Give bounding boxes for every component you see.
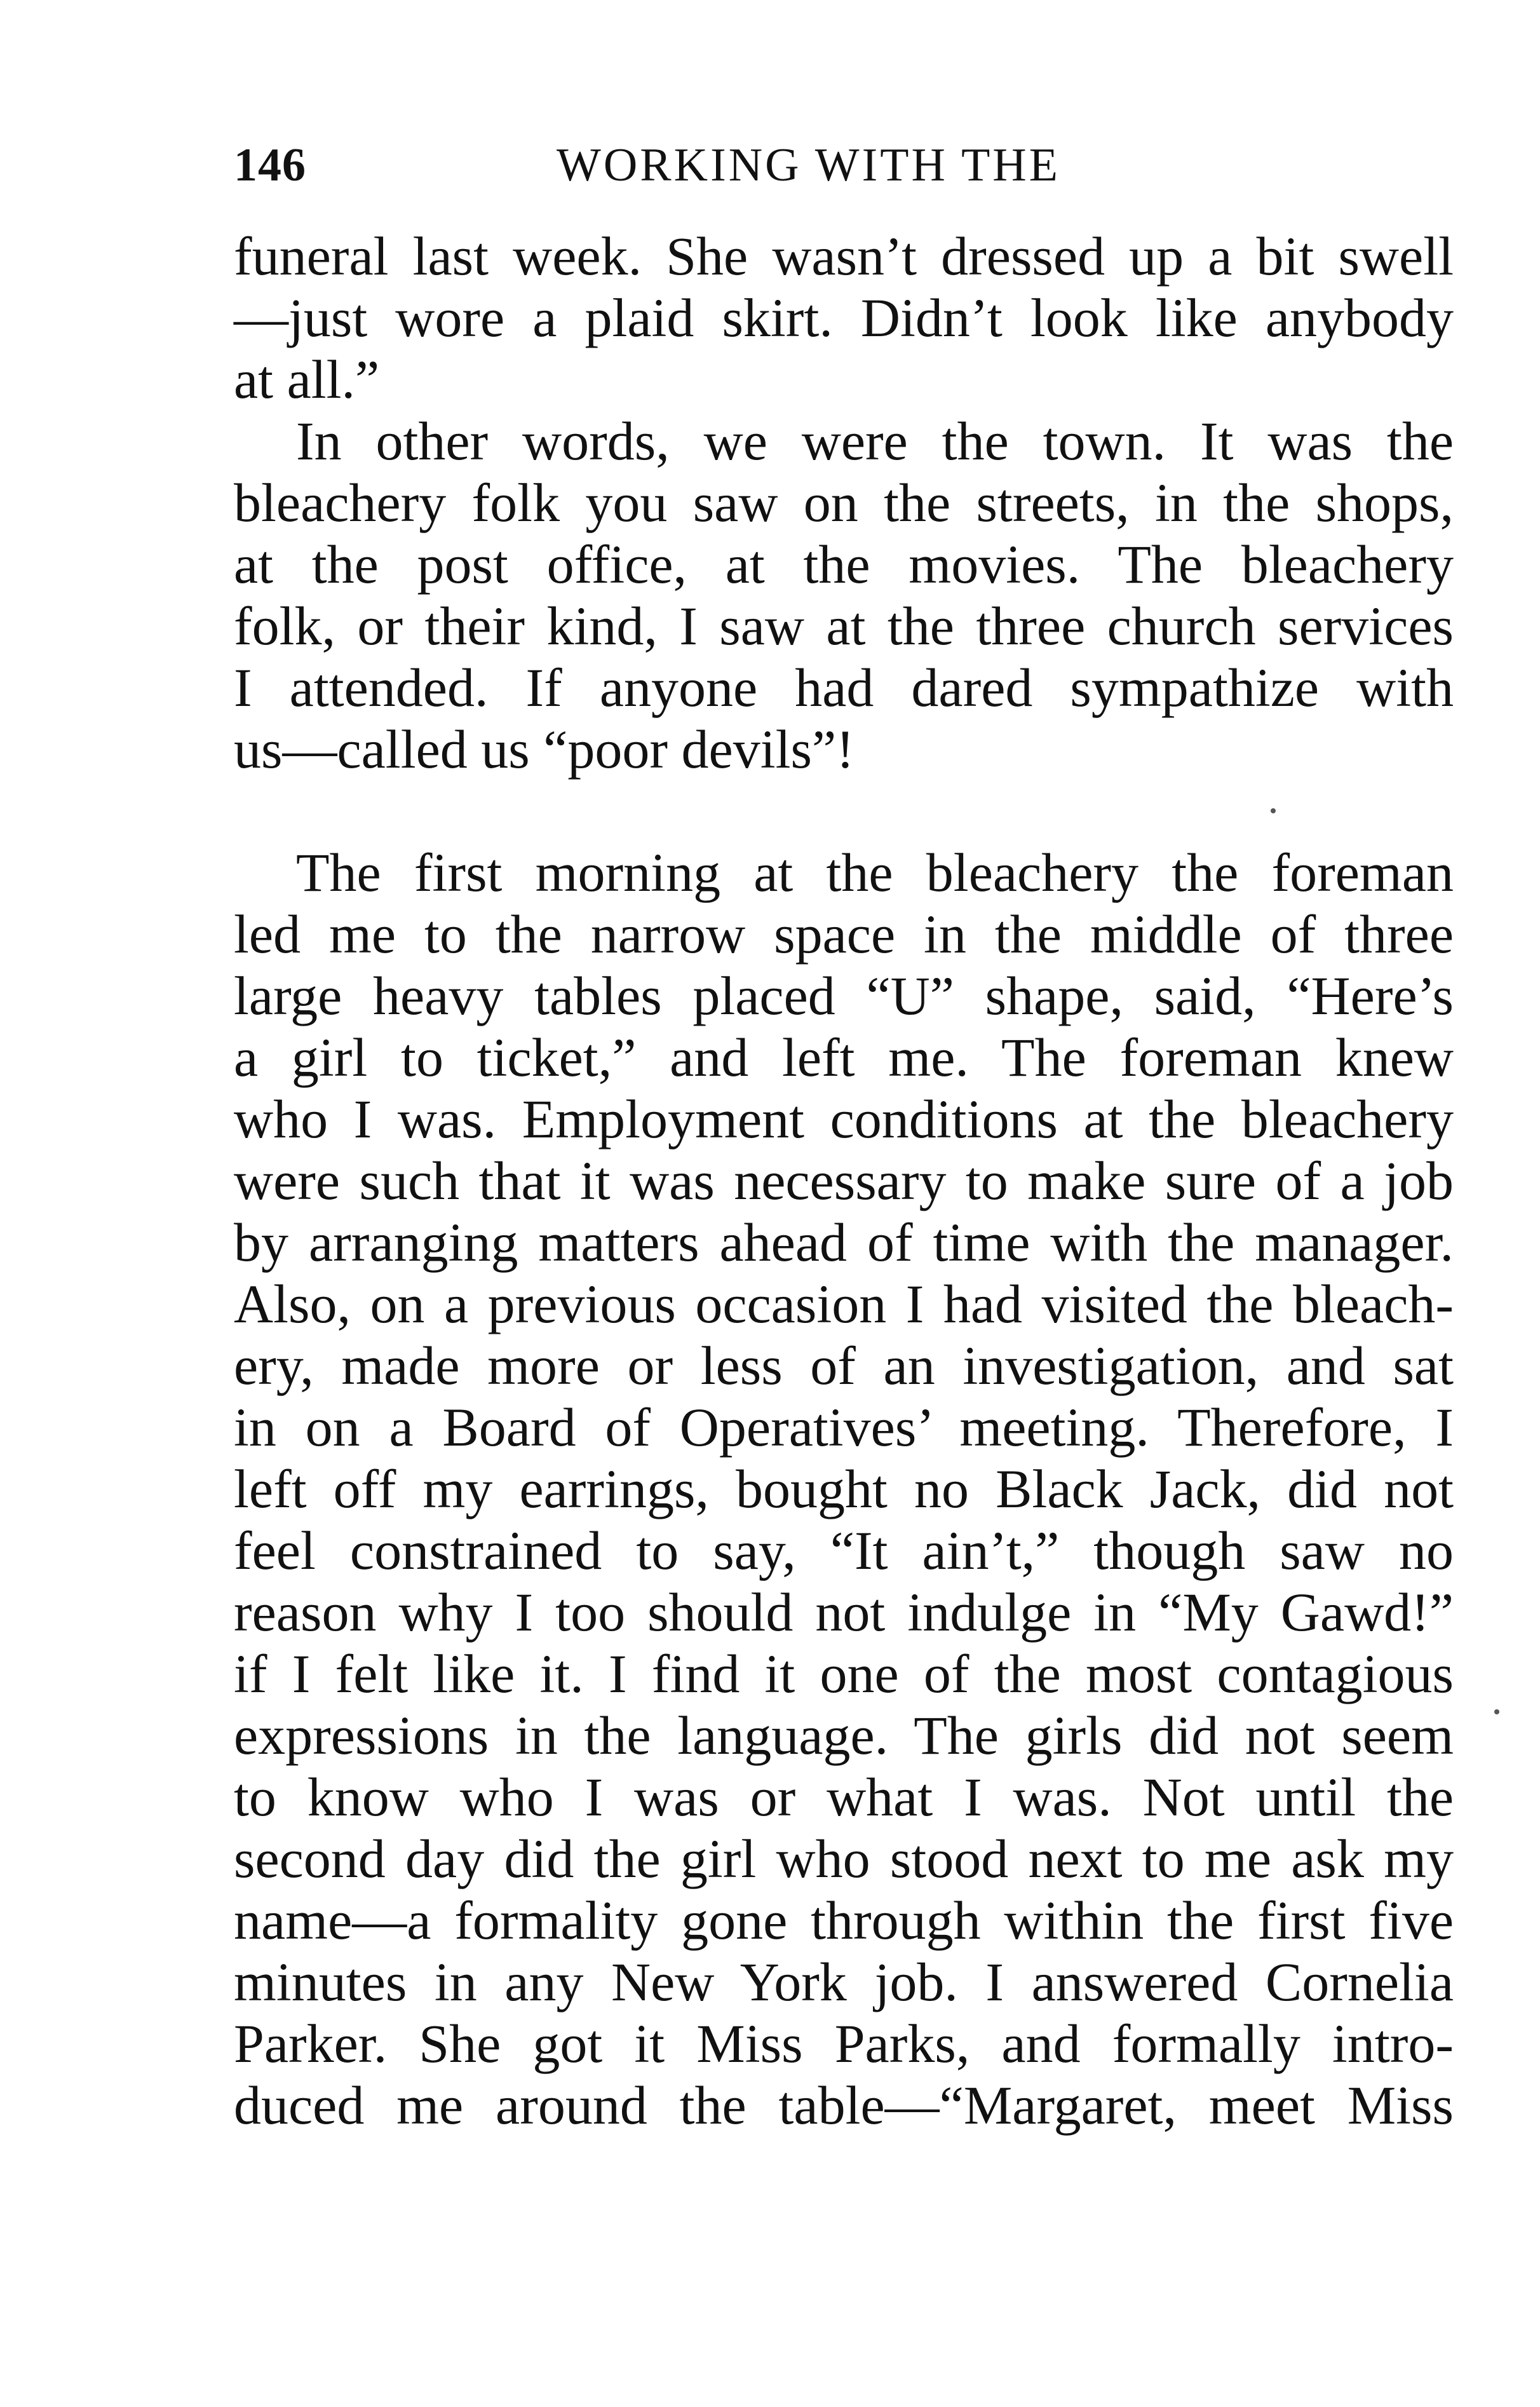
page-number: 146: [234, 139, 306, 191]
text-line: expressions in the language. The girls did not seem: [234, 1705, 1454, 1766]
text-line: bleachery folk you saw on the streets, in the shops,: [234, 472, 1454, 533]
text-line: reason why I too should not indulge in “My Gawd!”: [234, 1582, 1454, 1643]
text-line: left off my earrings, bought no Black Jack, did not: [234, 1458, 1454, 1519]
paragraph: [234, 842, 1454, 2136]
text-line: who I was. Employment conditions at the bleachery: [234, 1088, 1454, 1149]
text-line: —just wore a plaid skirt. Didn’t look like anybody: [234, 287, 1454, 348]
text-line: if I felt like it. I find it one of the most contagious: [234, 1643, 1454, 1704]
text-line: Parker. She got it Miss Parks, and formally intro-: [234, 2013, 1454, 2074]
text-line: funeral last week. She wasn’t dressed up a bit swell: [234, 226, 1454, 287]
text-line: minutes in any New York job. I answered Cornelia: [234, 1951, 1454, 2012]
text-line: I attended. If anyone had dared sympathize with: [234, 657, 1454, 718]
text-line: to know who I was or what I was. Not until the: [234, 1766, 1454, 1827]
print-speck: [1271, 808, 1276, 813]
paragraph: [234, 410, 1454, 780]
text-line: ery, made more or less of an investigation, and sat: [234, 1335, 1454, 1396]
text-line: In other words, we were the town. It was the: [296, 410, 1454, 471]
text-line: second day did the girl who stood next to me ask my: [234, 1828, 1454, 1889]
body-text: [234, 226, 1454, 2136]
text-line: in on a Board of Operatives’ meeting. Therefore, I: [234, 1397, 1454, 1458]
text-line: large heavy tables placed “U” shape, said, “Here’s: [234, 965, 1454, 1026]
text-line: us—called us “poor devils”!: [234, 719, 854, 780]
running-title: WORKING WITH THE: [557, 139, 1060, 191]
text-line: folk, or their kind, I saw at the three church services: [234, 595, 1454, 656]
text-line: led me to the narrow space in the middle of three: [234, 904, 1454, 965]
text-line: duced me around the table—“Margaret, meet Miss: [234, 2075, 1454, 2136]
paragraph: [234, 226, 1454, 410]
text-line: a girl to ticket,” and left me. The foreman knew: [234, 1027, 1454, 1088]
text-line: by arranging matters ahead of time with the manager.: [234, 1212, 1454, 1273]
running-head: [234, 139, 1454, 208]
text-line: The first morning at the bleachery the foreman: [296, 842, 1454, 903]
text-line: at the post office, at the movies. The bleachery: [234, 534, 1454, 595]
text-line: Also, on a previous occasion I had visited the bleach-: [234, 1273, 1454, 1334]
print-speck: [1494, 1709, 1499, 1714]
text-line: at all.”: [234, 349, 380, 410]
text-line: name—a formality gone through within the first five: [234, 1890, 1454, 1951]
text-line: feel constrained to say, “It ain’t,” though saw no: [234, 1520, 1454, 1581]
text-line: were such that it was necessary to make sure of a job: [234, 1150, 1454, 1211]
